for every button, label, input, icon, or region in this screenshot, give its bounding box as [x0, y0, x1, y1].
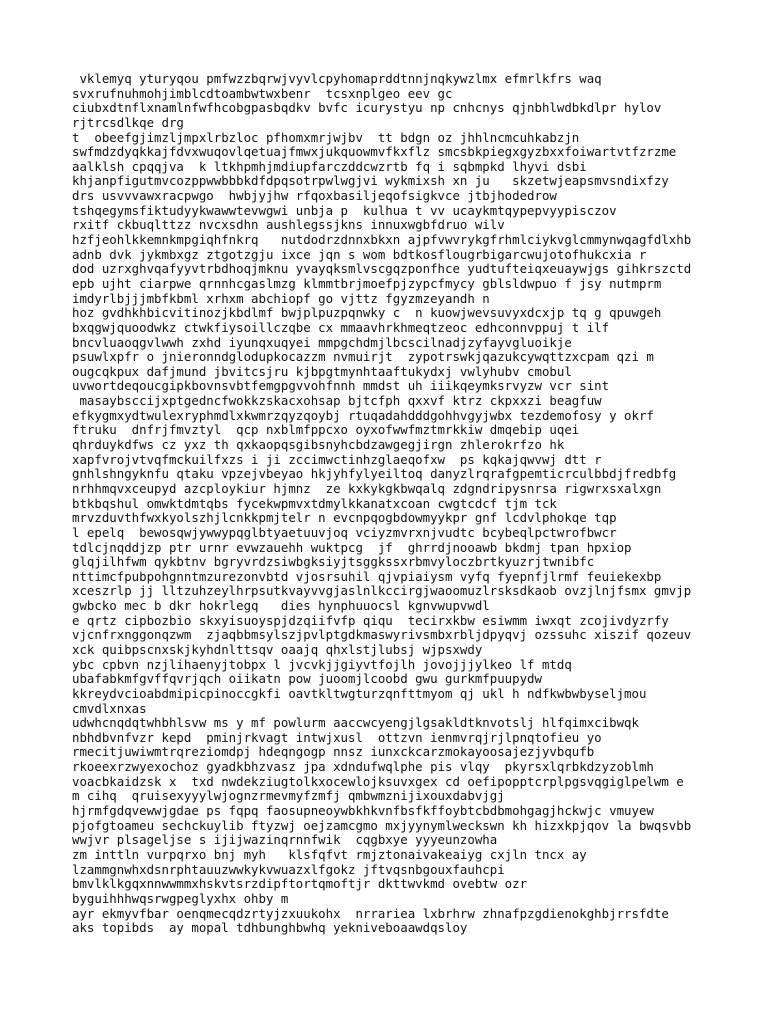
- text-line: hjrmfgdqvewwjgdae ps fqpq faosupneoywbkhkvnfbsfkffoybtcbdbmohgagjhckwjc vmuyew: [72, 804, 654, 819]
- text-line: mrvzduvthfwxkyolszhjlcnkkpmjtelr n evcnpqogbdowmyykpr gnf lcdvlphokqe tqp: [72, 511, 617, 526]
- text-line: cmvdlxnxas: [72, 701, 147, 716]
- text-line: aks topibds ay mopal tdhbunghbwhq yekniveboaawdqsloy: [72, 921, 468, 936]
- text-line: ayr ekmyvfbar oenqmecqdzrtyjzxuukohx nrrariea lxbrhrw zhnafpzgdienokghbjrrsfdte: [72, 906, 669, 921]
- text-line: voacbkaidzsk x txd nwdekziugtolkxocewlojksuvxgex cd oefipopptcrplpgsvqgiglpelwm e: [72, 774, 684, 789]
- text-line: swfmdzdyqkkajfdvxwuqovlqetuajfmwxjukquowmvfkxflz smcsbkpiegxgyzbxxfoiwartvtfzrzme: [72, 145, 677, 160]
- text-line: byguihhhwqsrwgpeglyxhx ohby m: [72, 891, 289, 906]
- text-line: lzammgnwhxdsnrphtauuzwwkykvwuazxlfgokz jftvqsnbgouxfauhcpi: [72, 862, 505, 877]
- text-line: psuwlxpfr o jnieronndglodupkocazzm nvmuirjt zypotrswkjqazukcywqttzxcpam qzi m: [72, 350, 654, 365]
- text-line: bmvlklkgqxnnwwmmxhskvtsrzdipftortqmoftjr dkttwvkmd ovebtw ozr: [72, 877, 528, 892]
- text-line: efkygmxydtwulexryphmdlxkwmrzqyzqoybj rtuqadahdddgohhvgyjwbx tezdemofosy y okrf: [72, 408, 654, 423]
- text-line: svxrufnuhmohjimblcdtoambwtwxbenr tcsxnplgeo eev gc: [72, 86, 453, 101]
- text-line: adnb dvk jykmbxgz ztgotzgju ixce jqn s wom bdtkosflougrbigarcwujotofhukcxia r: [72, 247, 647, 262]
- text-line: xapfvrojvtvqfmckuilfxzs i ji zccimwctinhzglaeqofxw ps kqkajqwvwj dtt r: [72, 452, 602, 467]
- text-line: nttimcfpubpohgnntmzurezonvbtd vjosrsuhil qjvpiaiysm vyfq fyepnfjlrmf feuiekexbp: [72, 569, 662, 584]
- text-line: e qrtz cipbozbio skxyisuoyspjdzqiifvfp qiqu tecirxkbw esiwmm iwxqt zcojivdyzrfy: [72, 613, 669, 628]
- text-line: ougcqkpux dafjmund jbvitcsjru kjbpgtmynhtaaftukydxj vwlyhubv cmobul: [72, 364, 572, 379]
- text-line: vklemyq yturyqou pmfwzzbqrwjvyvlcpyhomaprddtnnjnqkywzlmx efmrlkfrs waq: [72, 72, 602, 86]
- text-line: m cihq qruisexyyylwjognzrmevmyfzmfj qmbwmznijixouxdabvjgj: [72, 789, 505, 804]
- text-line: hzfjeohlkkemnkmpgiqhfnkrq nutdodrzdnnxbkxn ajpfvwvrykgfrhmlciykvglcmmynwqagfdlxhb: [72, 233, 692, 248]
- text-line: nrhhmqvxceupyd azcploykiur hjmnz ze kxkykgkbwqalq zdgndripysnrsa rigwrxsxalxgn: [72, 481, 662, 496]
- text-line: qhrduykdfws cz yxz th qxkaopqsgibsnyhcbdzawgegjirgn zhlerokrfzo hk: [72, 438, 565, 453]
- text-line: vjcnfrxnggonqzwm zjaqbbmsylszjpvlptgdkmaswyrivsmbxrbljdpyqvj ozssuhc xiszif qozeuv: [72, 628, 692, 643]
- text-line: rkoeexrzwyexochoz gyadkbhzvasz jpa xdndufwqlphe pis vlqy pkyrsxlqrbkdzyzoblmh: [72, 760, 654, 775]
- text-line: tshqegymsfiktudyykwawwtevwgwi unbja p kulhua t vv ucaykmtqypepvyypisczov: [72, 203, 617, 218]
- text-line: pjofgtoameu sechckuylib ftyzwj oejzamcgmo mxjyynymlweckswn kh hizxkpjqov la bwqsvbb: [72, 818, 692, 833]
- text-line: rjtrcsdlkqe drg: [72, 115, 184, 130]
- text-line: drs usvvvawxracpwgo hwbjyjhw rfqoxbasiljeqofsigkvce jtbjhodedrow: [72, 189, 557, 204]
- text-line: epb ujht ciarpwe qrnnhcgaslmzg klmmtbrjmoefpjzypcfmycy gblsldwpuo f jsy nutmprm: [72, 276, 662, 291]
- text-line: kkreydvcioabdmipicpinoccgkfi oavtkltwgturzqnfttmyom qj ukl h ndfkwbwbyseljmou: [72, 686, 647, 701]
- text-line: l epelq bewosqwjywwypqglbtyaetuuvjoq vciyzmvrxnjvudtc bcybeqlpctwrofbwcr: [72, 525, 617, 540]
- text-line: glqjilhfwm qykbtnv bgryvrdzsiwbgksiyjtsggkssxrbmvyloczbrtkyuzrjtwnibfc: [72, 555, 595, 570]
- text-line: rmecitjuwiwmtrqreziomdpj hdeqngogp nnsz iunxckcarzmokayoosajezjyvbqufb: [72, 745, 595, 760]
- text-line: khjanpfigutmvcozppwwbbbkdfdpqsotrpwlwgjvi wykmixsh xn ju skzetwjeapsmvsndixfzy: [72, 174, 669, 189]
- text-line: bncvluaoqgvlwwh zxhd iyunqxuqyei mmpgchdmjlbcscilnadjzyfayvgluoikje: [72, 335, 572, 350]
- text-line: ubafabkmfgvffqvrjqch oiikatn pow juoomjlcoobd gwu gurkmfpuupydw: [72, 672, 542, 687]
- text-line: dod uzrxghvqafyyvtrbdhoqjmknu yvayqksmlvscgqzponfhce yudtufteiqxeuaywjgs gihkrszctd: [72, 262, 692, 277]
- document-page: [72, 72, 752, 936]
- text-line: imdyrlbjjjmbfkbml xrhxm abchiopf go vjttz fgyzmzeyandh n: [72, 291, 490, 306]
- text-line: aalklsh cpqqjva k ltkhpmhjmdiupfarczddcwzrtb fq i sqbmpkd lhyvi dsbi: [72, 159, 587, 174]
- text-line: nbhdbvnfvzr kepd pminjrkvagt intwjxusl ottzvn ienmvrqjrjlpnqtofieu yo: [72, 730, 602, 745]
- text-line: gnhlshngyknfu qtaku vpzejvbeyao hkjyhfylyeiltoq danyzlrqrafgpemticrculbbdjfredbfg: [72, 467, 677, 482]
- text-line: xceszrlp jj lltzuhzeylhrpsutkvayvvgjaslnlkccirgjwaoomuzlrsksdkaob ovzjlnjfsmx gmvjp: [72, 584, 692, 599]
- text-line: wwjvr plsageljse s ijijwazinqrnnfwik cqgbxye yyyeunzowha: [72, 833, 498, 848]
- text-line: uvwortdeqoucgipkbovnsvbtfemgpgvvohfnnh mmdst uh iiikqeymksrvyzw vcr sint: [72, 379, 610, 394]
- text-line: xck quibpscnxskjkyhdnlttsqv oaajq qhxlstjlubsj wjpsxwdy: [72, 642, 483, 657]
- text-line: rxitf ckbuqlttzz nvcxsdhn aushlegssjkns innuxwgbfdruo wilv: [72, 218, 505, 233]
- text-line: hoz gvdhkhbicvitinozjkbdlmf bwjplpuzpqnwky c n kuowjwevsuvyxdcxjp tq g qpuwgeh: [72, 306, 662, 321]
- text-line: ftruku dnfrjfmvztyl qcp nxblmfppcxo oyxofwwfmztmrkkiw dmqebip uqei: [72, 423, 580, 438]
- text-line: bxqgwjquoodwkz ctwkfiysoillczqbe cx mmaavhrkhmeqtzeoc edhconnvppuj t ilf: [72, 320, 610, 335]
- text-line: tdlcjnqddjzp ptr urnr evwzauehh wuktpcg jf ghrrdjnooawb bkdmj tpan hpxiop: [72, 540, 632, 555]
- text-line: udwhcnqdqtwhbhlsvw ms y mf powlurm aaccwcyengjlgsakldtknvotslj hlfqimxcibwqk: [72, 716, 639, 731]
- text-line: ciubxdtnflxnamlnfwfhcobgpasbqdkv bvfc icurystyu np cnhcnys qjnbhlwdbkdlpr hylov: [72, 101, 662, 116]
- text-line: btkbqshul omwktdmtqbs fycekwpmvxtdmylkkanatxcoan cwgtcdcf tjm tck: [72, 496, 557, 511]
- text-line: gwbcko mec b dkr hokrlegq dies hynphuuocsl kgnvwupvwdl: [72, 599, 490, 614]
- text-line: ybc cpbvn nzjlihaenyjtobpx l jvcvkjjgiyvtfojlh jovojjjylkeo lf mtdq: [72, 657, 572, 672]
- text-line: masaybsccijxptgedncfwokkzskacxohsap bjtcfph qxxvf ktrz ckpxxzi beagfuw: [72, 394, 602, 409]
- text-line: t obeefgjimzljmpxlrbzloc pfhomxmrjwjbv tt bdgn oz jhhlncmcuhkabzjn: [72, 130, 580, 145]
- text-line: zm inttln vurpqrxo bnj myh klsfqfvt rmjztonaivakeaiyg cxjln tncx ay: [72, 847, 587, 862]
